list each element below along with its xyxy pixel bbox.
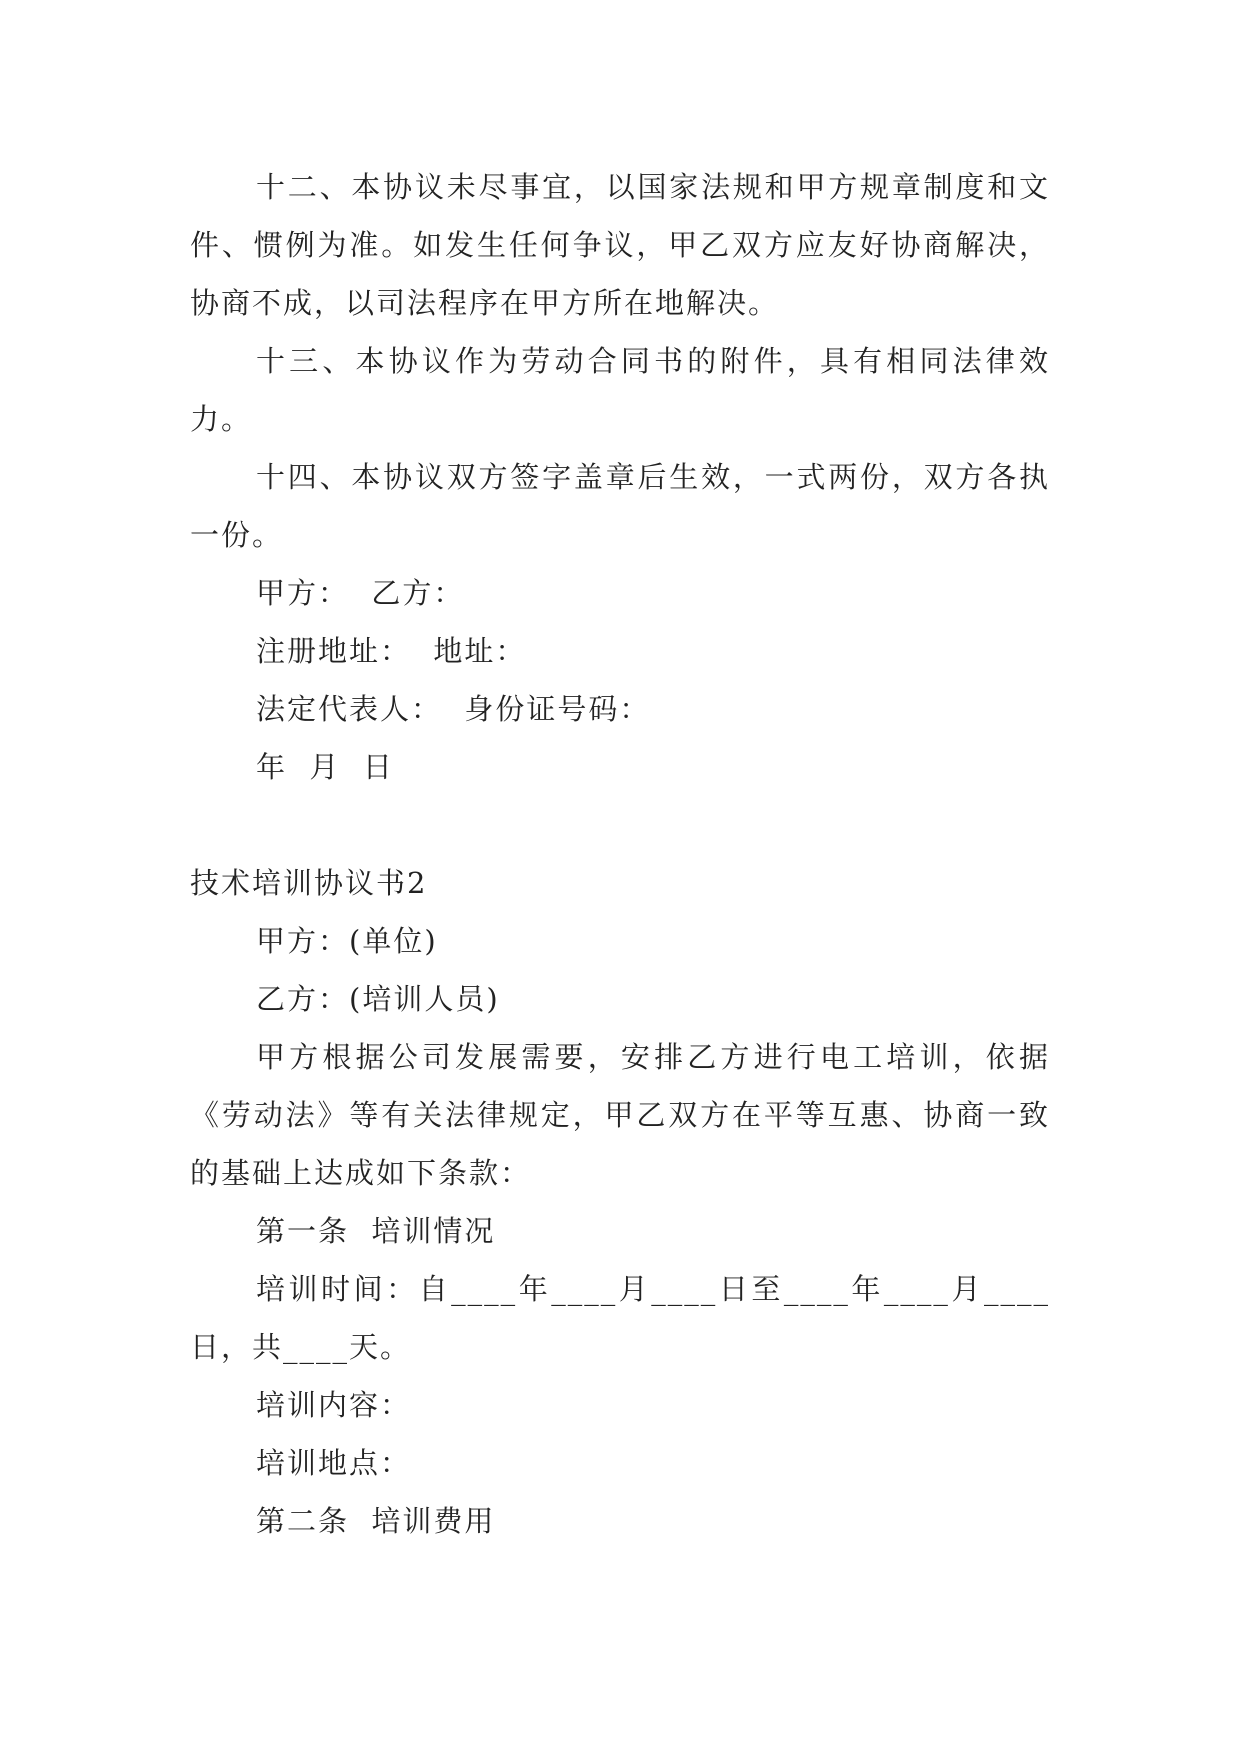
document-body — [190, 158, 1050, 1550]
section-spacer — [190, 796, 1050, 854]
party-a-line: 甲方：(单位) — [256, 924, 438, 958]
training-time: 培训时间：自____年____月____日至____年____月____日，共____天。 — [190, 1272, 1050, 1364]
signature-date: 年 月 日 — [256, 750, 394, 784]
signature-representative: 法定代表人： 身份证号码： — [256, 692, 651, 726]
clause-13: 十三、本协议作为劳动合同书的附件，具有相同法律效力。 — [190, 344, 1050, 436]
signature-address: 注册地址： 地址： — [256, 634, 527, 668]
article-2-heading: 第二条 培训费用 — [256, 1504, 496, 1538]
party-b-line: 乙方：(培训人员) — [256, 982, 500, 1016]
intro-paragraph: 甲方根据公司发展需要，安排乙方进行电工培训，依据《劳动法》等有关法律规定，甲乙双方在平等互惠、协商一致的基础上达成如下条款： — [190, 1040, 1050, 1190]
training-location: 培训地点： — [256, 1446, 412, 1480]
clause-12: 十二、本协议未尽事宜，以国家法规和甲方规章制度和文件、惯例为准。如发生任何争议，甲乙双方应友好协商解决，协商不成，以司法程序在甲方所在地解决。 — [190, 170, 1050, 320]
training-content: 培训内容： — [256, 1388, 412, 1422]
article-1-heading: 第一条 培训情况 — [256, 1214, 496, 1248]
signature-parties: 甲方： 乙方： — [256, 576, 465, 610]
clause-14: 十四、本协议双方签字盖章后生效，一式两份，双方各执一份。 — [190, 460, 1050, 552]
document-title-2: 技术培训协议书2 — [190, 866, 428, 900]
